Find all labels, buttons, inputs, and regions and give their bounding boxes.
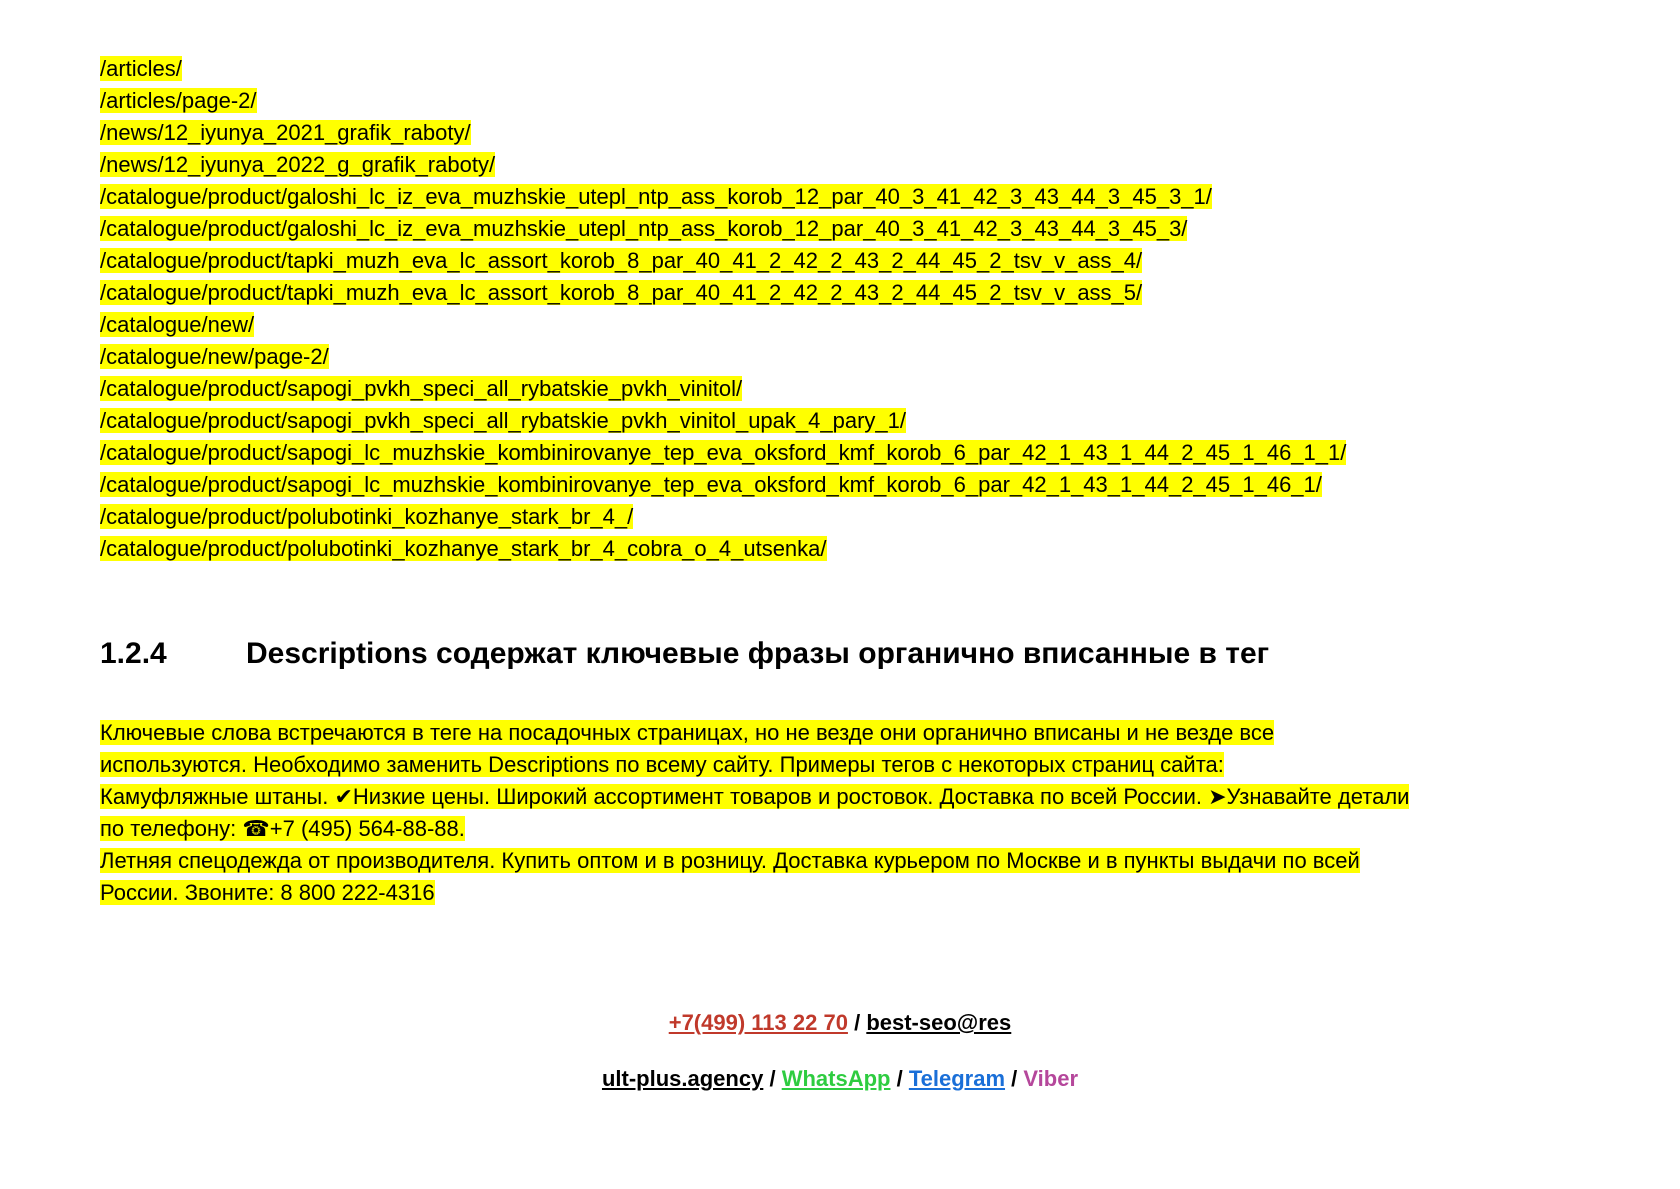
- phone-link[interactable]: +7(499) 113 22 70: [668, 1010, 848, 1035]
- section-number: 1.2.4: [100, 637, 167, 670]
- footer-contacts-line-2: [0, 1066, 1680, 1092]
- url-text: /catalogue/product/sapogi_lc_muzhskie_kombinirovanye_tep_eva_oksford_kmf_korob_6_par_42_1_43_1_44_2_45_1_46_1_1/: [100, 440, 1347, 465]
- separator: /: [1011, 1066, 1018, 1091]
- url-text: /catalogue/product/sapogi_pvkh_speci_all_rybatskie_pvkh_vinitol/: [100, 376, 743, 401]
- email-link-part1[interactable]: best-seo@res: [866, 1010, 1012, 1035]
- url-text: /catalogue/product/galoshi_lc_iz_eva_muzhskie_utepl_ntp_ass_korob_12_par_40_3_41_42_3_43_44_3_45_3_1/: [100, 184, 1212, 209]
- url-text: /catalogue/new/: [100, 312, 255, 337]
- url-list-item: [100, 213, 1600, 245]
- url-list-item: [100, 85, 1600, 117]
- url-list-item: [100, 181, 1600, 213]
- url-list-item: [100, 149, 1600, 181]
- whatsapp-link[interactable]: WhatsApp: [781, 1066, 891, 1091]
- url-text: /catalogue/product/galoshi_lc_iz_eva_muzhskie_utepl_ntp_ass_korob_12_par_40_3_41_42_3_43_44_3_45_3/: [100, 216, 1188, 241]
- email-link-part2[interactable]: ult-plus.agency: [601, 1066, 764, 1091]
- url-list: [100, 53, 1600, 565]
- body-line-text: по телефону: ☎+7 (495) 564-88-88.: [100, 816, 465, 841]
- url-list-item: [100, 117, 1600, 149]
- telegram-link[interactable]: Telegram: [908, 1066, 1006, 1091]
- body-line-text: Ключевые слова встречаются в теге на посадочных страницах, но не везде они органично вписаны и не везде все: [100, 720, 1275, 745]
- url-list-item: [100, 405, 1600, 437]
- body-line: [100, 781, 1570, 813]
- separator: /: [896, 1066, 903, 1091]
- body-line: [100, 877, 1570, 909]
- url-text: /catalogue/new/page-2/: [100, 344, 329, 369]
- url-list-item: [100, 469, 1600, 501]
- section-heading: [100, 634, 1269, 674]
- body-line-text: России. Звоните: 8 800 222-4316: [100, 880, 435, 905]
- url-list-item: [100, 245, 1600, 277]
- body-line-text: Камуфляжные штаны. ✔Низкие цены. Широкий ассортимент товаров и ростовок. Доставка по всей России. ➤Узнавайте детали: [100, 784, 1410, 809]
- body-paragraph: [100, 717, 1570, 909]
- url-list-item: [100, 533, 1600, 565]
- body-line: [100, 845, 1570, 877]
- body-line: [100, 749, 1570, 781]
- body-line-text: используются. Необходимо заменить Descriptions по всему сайту. Примеры тегов с некоторых страниц сайта:: [100, 752, 1224, 777]
- url-list-item: [100, 53, 1600, 85]
- url-list-item: [100, 501, 1600, 533]
- separator: /: [769, 1066, 776, 1091]
- url-text: /catalogue/product/polubotinki_kozhanye_stark_br_4_/: [100, 504, 634, 529]
- url-list-item: [100, 437, 1600, 469]
- url-text: /news/12_iyunya_2022_g_grafik_raboty/: [100, 152, 496, 177]
- url-text: /articles/page-2/: [100, 88, 257, 113]
- viber-link[interactable]: Viber: [1023, 1066, 1079, 1091]
- url-text: /catalogue/product/sapogi_pvkh_speci_all_rybatskie_pvkh_vinitol_upak_4_pary_1/: [100, 408, 906, 433]
- footer-contacts-line-1: [0, 1010, 1680, 1036]
- url-text: /news/12_iyunya_2021_grafik_raboty/: [100, 120, 471, 145]
- url-text: /catalogue/product/tapki_muzh_eva_lc_assort_korob_8_par_40_41_2_42_2_43_2_44_45_2_tsv_v_ass_5/: [100, 280, 1143, 305]
- url-list-item: [100, 309, 1600, 341]
- body-line: [100, 717, 1570, 749]
- url-list-item: [100, 373, 1600, 405]
- url-text: /catalogue/product/sapogi_lc_muzhskie_kombinirovanye_tep_eva_oksford_kmf_korob_6_par_42_1_43_1_44_2_45_1_46_1/: [100, 472, 1322, 497]
- section-title: Descriptions содержат ключевые фразы органично вписанные в тег: [246, 637, 1270, 670]
- url-text: /articles/: [100, 56, 182, 81]
- separator: /: [854, 1010, 861, 1035]
- url-list-item: [100, 341, 1600, 373]
- url-list-item: [100, 277, 1600, 309]
- body-line: [100, 813, 1570, 845]
- url-text: /catalogue/product/tapki_muzh_eva_lc_assort_korob_8_par_40_41_2_42_2_43_2_44_45_2_tsv_v_ass_4/: [100, 248, 1143, 273]
- body-line-text: Летняя спецодежда от производителя. Купить оптом и в розницу. Доставка курьером по Москве и в пункты выдачи по всей: [100, 848, 1360, 873]
- url-text: /catalogue/product/polubotinki_kozhanye_stark_br_4_cobra_o_4_utsenka/: [100, 536, 827, 561]
